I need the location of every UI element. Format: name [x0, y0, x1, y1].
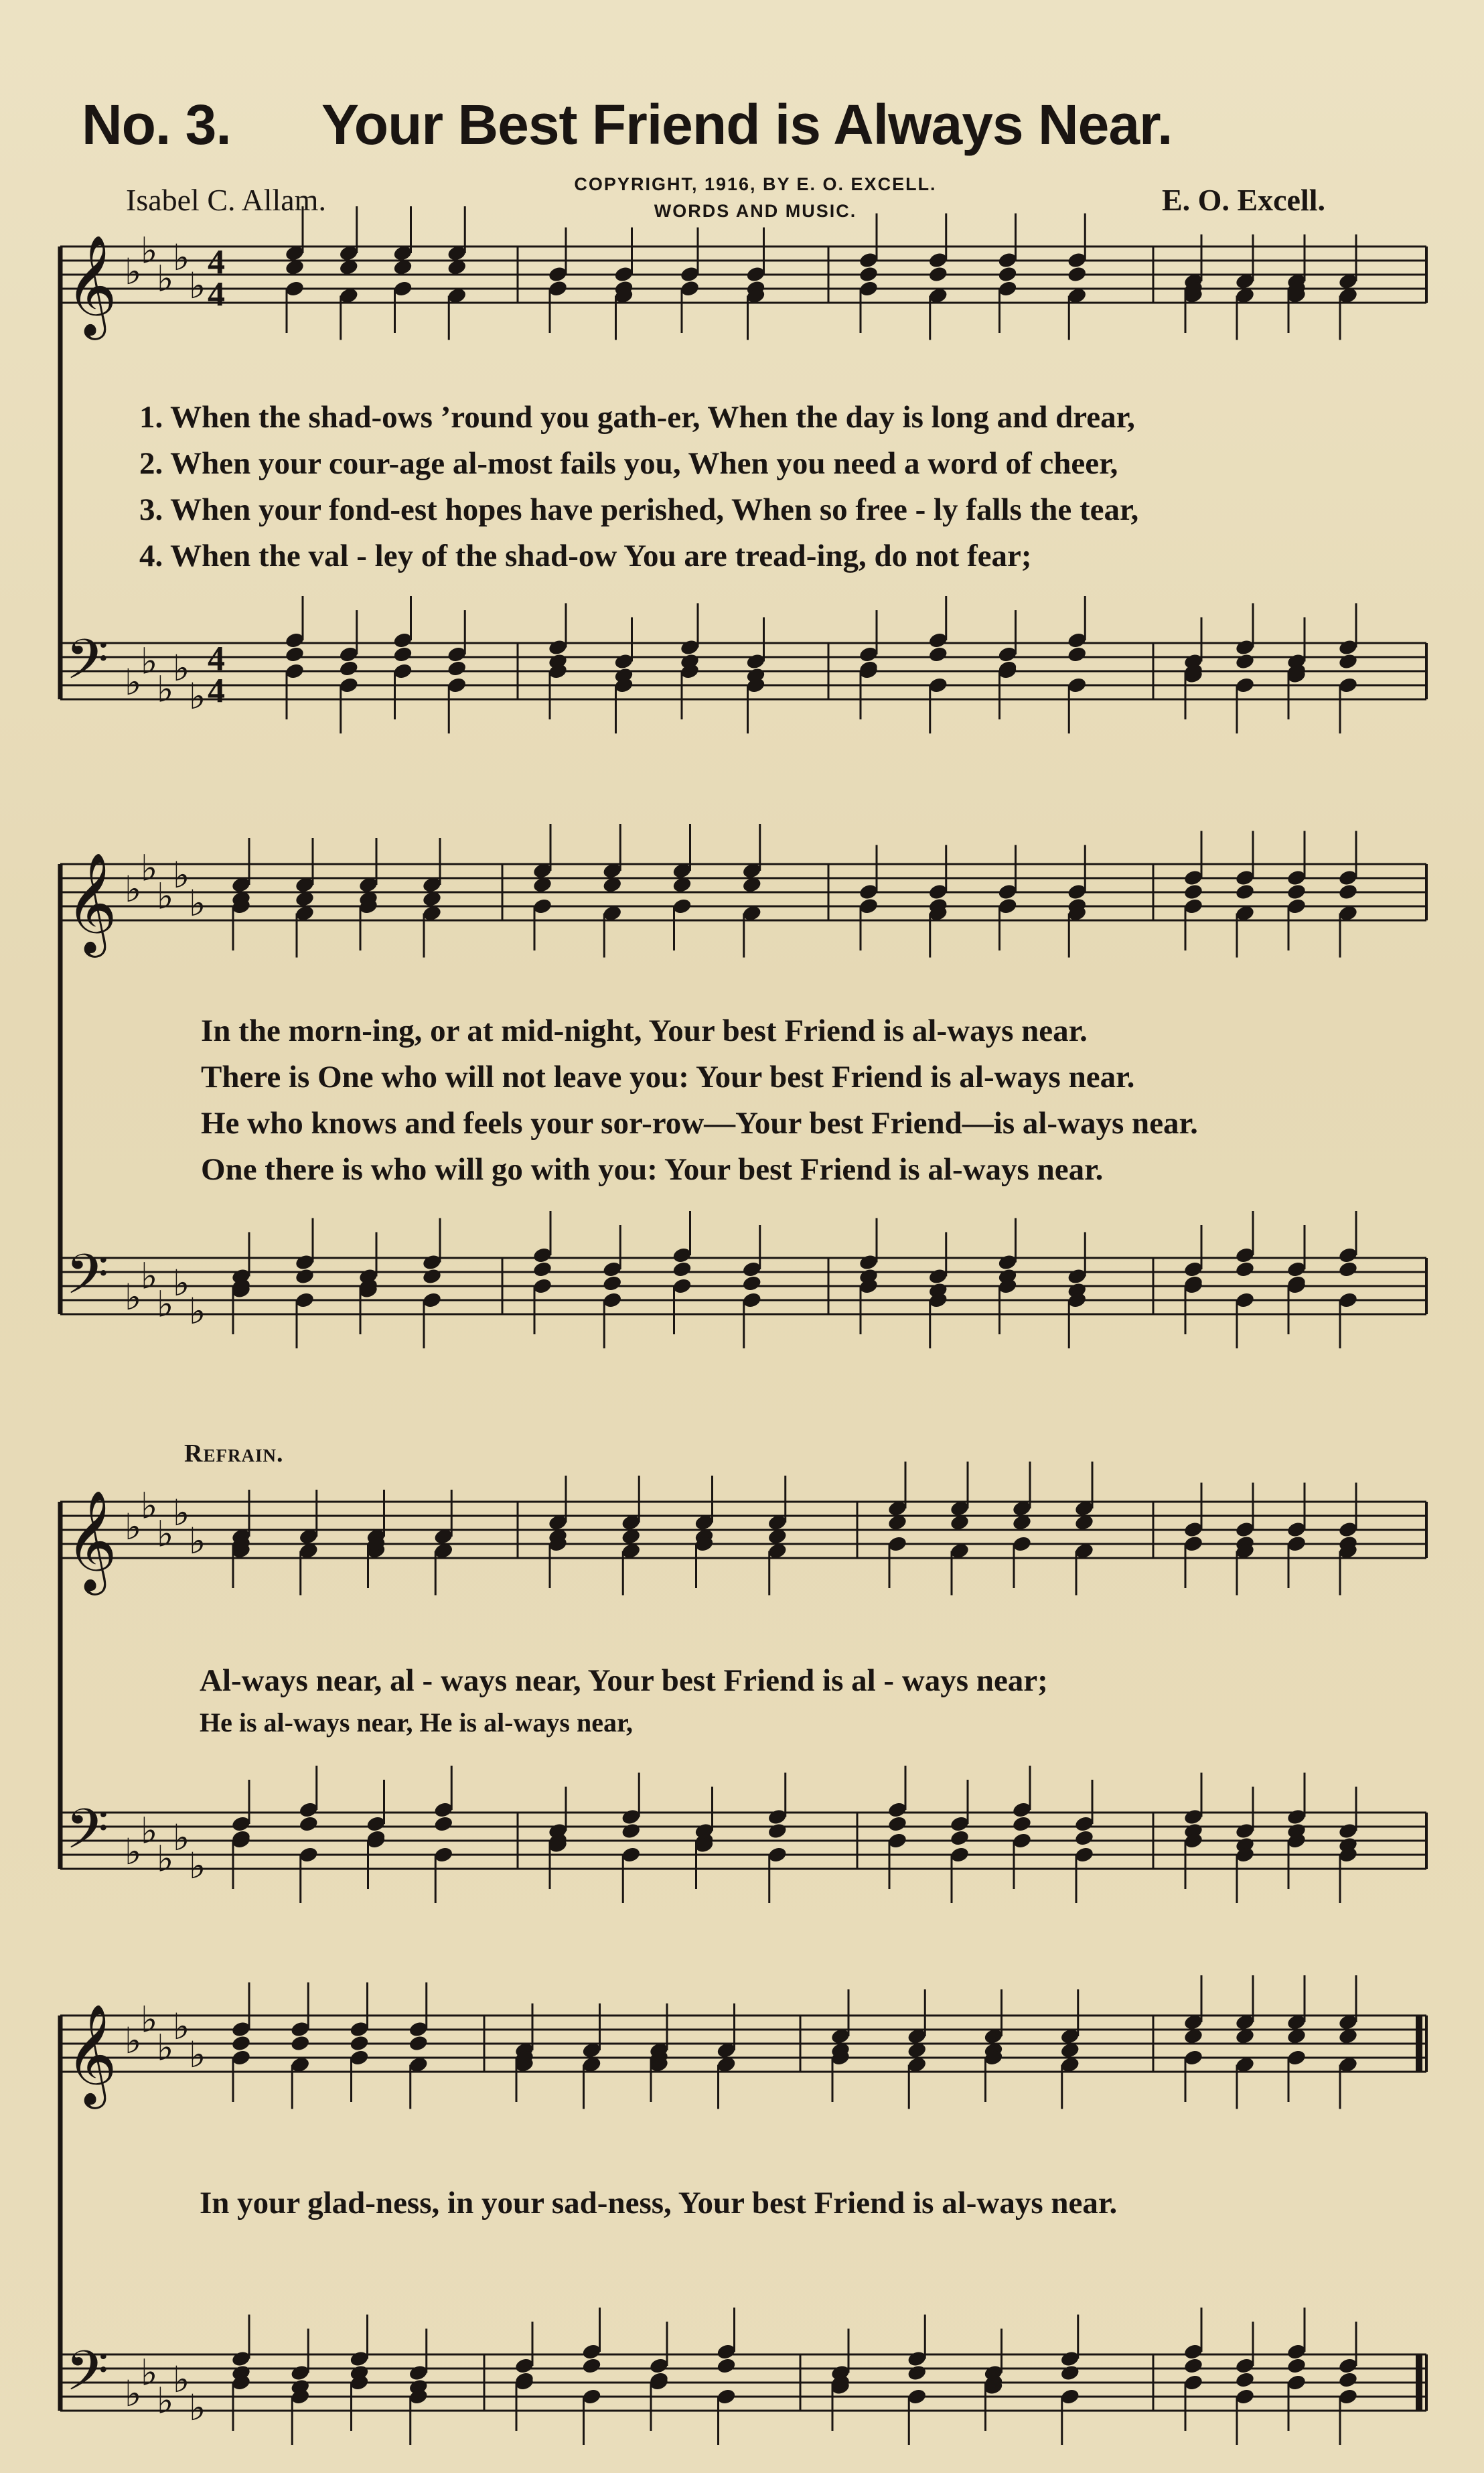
flat-icon: ♭ [173, 2358, 190, 2401]
flat-icon: ♭ [125, 251, 142, 293]
copyright-subline: WORDS AND MUSIC. [654, 201, 857, 221]
notehead [859, 265, 879, 283]
notehead [602, 1275, 623, 1293]
composer-credit: E. O. Excell. [1162, 183, 1326, 217]
bass-clef-icon: 𝄢 [66, 1242, 109, 1320]
verse-line: He who knows and feels your sor-row—Your best Friend—is al-ways near. [201, 1106, 1198, 1141]
notehead [1338, 1261, 1359, 1279]
notehead [433, 1815, 454, 1833]
notehead [532, 1261, 553, 1279]
flat-icon: ♭ [173, 1492, 190, 1534]
refrain-label: Refrain. [184, 1439, 284, 1468]
flat-icon: ♭ [125, 2373, 142, 2415]
flat-icon: ♭ [173, 1817, 190, 1859]
hymn-title: Your Best Friend is Always Near. [321, 93, 1173, 156]
flat-icon: ♭ [141, 1809, 158, 1852]
flat-icon: ♭ [157, 668, 174, 711]
notehead [1012, 1815, 1033, 1833]
notehead [1183, 883, 1204, 901]
final-barline [1416, 2016, 1422, 2072]
notehead [298, 1815, 319, 1833]
notehead [672, 1261, 692, 1279]
notehead [741, 1275, 762, 1293]
notehead [1235, 883, 1256, 901]
final-barline [1416, 2354, 1422, 2411]
notehead [950, 1829, 970, 1847]
flat-icon: ♭ [141, 1484, 158, 1527]
flat-icon: ♭ [173, 1262, 190, 1304]
bass-clef-icon: 𝄢 [66, 627, 109, 705]
notehead [1338, 2371, 1359, 2389]
notehead [231, 2034, 252, 2052]
notehead [581, 2357, 602, 2375]
refrain-line: He is al-ways near, He is al-ways near, [200, 1707, 634, 1738]
notehead [1338, 883, 1359, 901]
flat-icon: ♭ [173, 854, 190, 896]
flat-icon: ♭ [141, 2351, 158, 2394]
notehead [997, 265, 1018, 283]
flat-icon: ♭ [189, 265, 206, 307]
bass-clef-icon: 𝄢 [66, 2338, 109, 2417]
verse-line: There is One who will not leave you: Your best Friend is al-ways near. [201, 1060, 1135, 1094]
flat-icon: ♭ [157, 875, 174, 918]
flat-icon: ♭ [157, 2379, 174, 2422]
flat-icon: ♭ [125, 661, 142, 703]
flat-icon: ♭ [157, 2026, 174, 2069]
flat-icon: ♭ [189, 1520, 206, 1562]
flat-icon: ♭ [125, 2020, 142, 2062]
notehead [621, 1822, 642, 1840]
flat-icon: ♭ [141, 640, 158, 683]
flat-icon: ♭ [141, 1255, 158, 1297]
verse-line: In the morn-ing, or at mid-night, Your best Friend is al-ways near. [201, 1013, 1088, 1048]
bass-clef-icon: 𝄢 [66, 1796, 109, 1875]
refrain-line: Al-ways near, al - ways near, Your best Friend is al - ways near; [200, 1663, 1048, 1698]
notehead [1067, 265, 1088, 283]
flat-icon: ♭ [189, 2034, 206, 2076]
notehead [716, 2357, 737, 2375]
notehead [1286, 2357, 1307, 2375]
flat-icon: ♭ [125, 1831, 142, 1873]
flat-icon: ♭ [125, 1506, 142, 1548]
notehead [285, 646, 305, 664]
flat-icon: ♭ [189, 882, 206, 924]
treble-clef-icon: 𝄞 [66, 1489, 117, 1591]
notehead [1286, 883, 1307, 901]
notehead [422, 1267, 443, 1285]
notehead [1059, 2364, 1080, 2382]
flat-icon: ♭ [157, 1283, 174, 1326]
verse-line: 4. When the val - ley of the shad-ow You are tread-ing, do not fear; [139, 539, 1032, 573]
flat-icon: ♭ [189, 2387, 206, 2429]
flat-icon: ♭ [141, 1998, 158, 2041]
notehead [338, 660, 359, 678]
notehead [447, 660, 467, 678]
flat-icon: ♭ [157, 1512, 174, 1555]
notehead [1067, 646, 1088, 664]
refrain-line: In your glad-ness, in your sad-ness, Your best Friend is al-ways near. [200, 2186, 1118, 2220]
flat-icon: ♭ [125, 868, 142, 910]
flat-icon: ♭ [173, 647, 190, 689]
copyright-line: COPYRIGHT, 1916, BY E. O. EXCELL. [574, 174, 937, 194]
time-signature-top: 4 [208, 243, 225, 281]
verse-line: 2. When your cour-age al-most fails you, When you need a word of cheer, [139, 446, 1118, 481]
notehead [887, 1815, 908, 1833]
verse-line: 1. When the shad-ows ’round you gath-er, When the day is long and drear, [139, 400, 1135, 435]
flat-icon: ♭ [157, 1837, 174, 1880]
notehead [1235, 2371, 1256, 2389]
notehead [928, 646, 948, 664]
time-signature-bottom: 4 [208, 672, 225, 710]
notehead [928, 265, 948, 283]
notehead [1074, 1829, 1095, 1847]
notehead [767, 1822, 788, 1840]
notehead [1235, 1261, 1256, 1279]
notehead [1183, 2357, 1204, 2375]
flat-icon: ♭ [125, 1276, 142, 1318]
flat-icon: ♭ [173, 2005, 190, 2048]
notehead [290, 2034, 311, 2052]
time-signature-bottom: 4 [208, 275, 225, 313]
hymn-number: No. 3. [82, 93, 231, 156]
time-signature-top: 4 [208, 640, 225, 678]
verse-line: 3. When your fond-est hopes have perished, When so free - ly falls the tear, [139, 492, 1139, 527]
notehead [1338, 652, 1359, 670]
notehead [907, 2364, 928, 2382]
flat-icon: ♭ [141, 229, 158, 272]
notehead [1235, 652, 1256, 670]
flat-icon: ♭ [189, 675, 206, 717]
flat-icon: ♭ [157, 257, 174, 300]
treble-clef-icon: 𝄞 [66, 851, 117, 953]
notehead [392, 646, 413, 664]
treble-clef-icon: 𝄞 [66, 2003, 117, 2105]
flat-icon: ♭ [173, 236, 190, 279]
notehead [349, 2034, 370, 2052]
notehead [295, 1267, 315, 1285]
flat-icon: ♭ [189, 1290, 206, 1332]
treble-clef-icon: 𝄞 [66, 234, 117, 336]
flat-icon: ♭ [189, 1845, 206, 1887]
verse-line: One there is who will go with you: Your best Friend is al-ways near. [201, 1152, 1104, 1187]
notehead [408, 2034, 429, 2052]
lyricist-credit: Isabel C. Allam. [126, 183, 326, 217]
flat-icon: ♭ [141, 847, 158, 890]
